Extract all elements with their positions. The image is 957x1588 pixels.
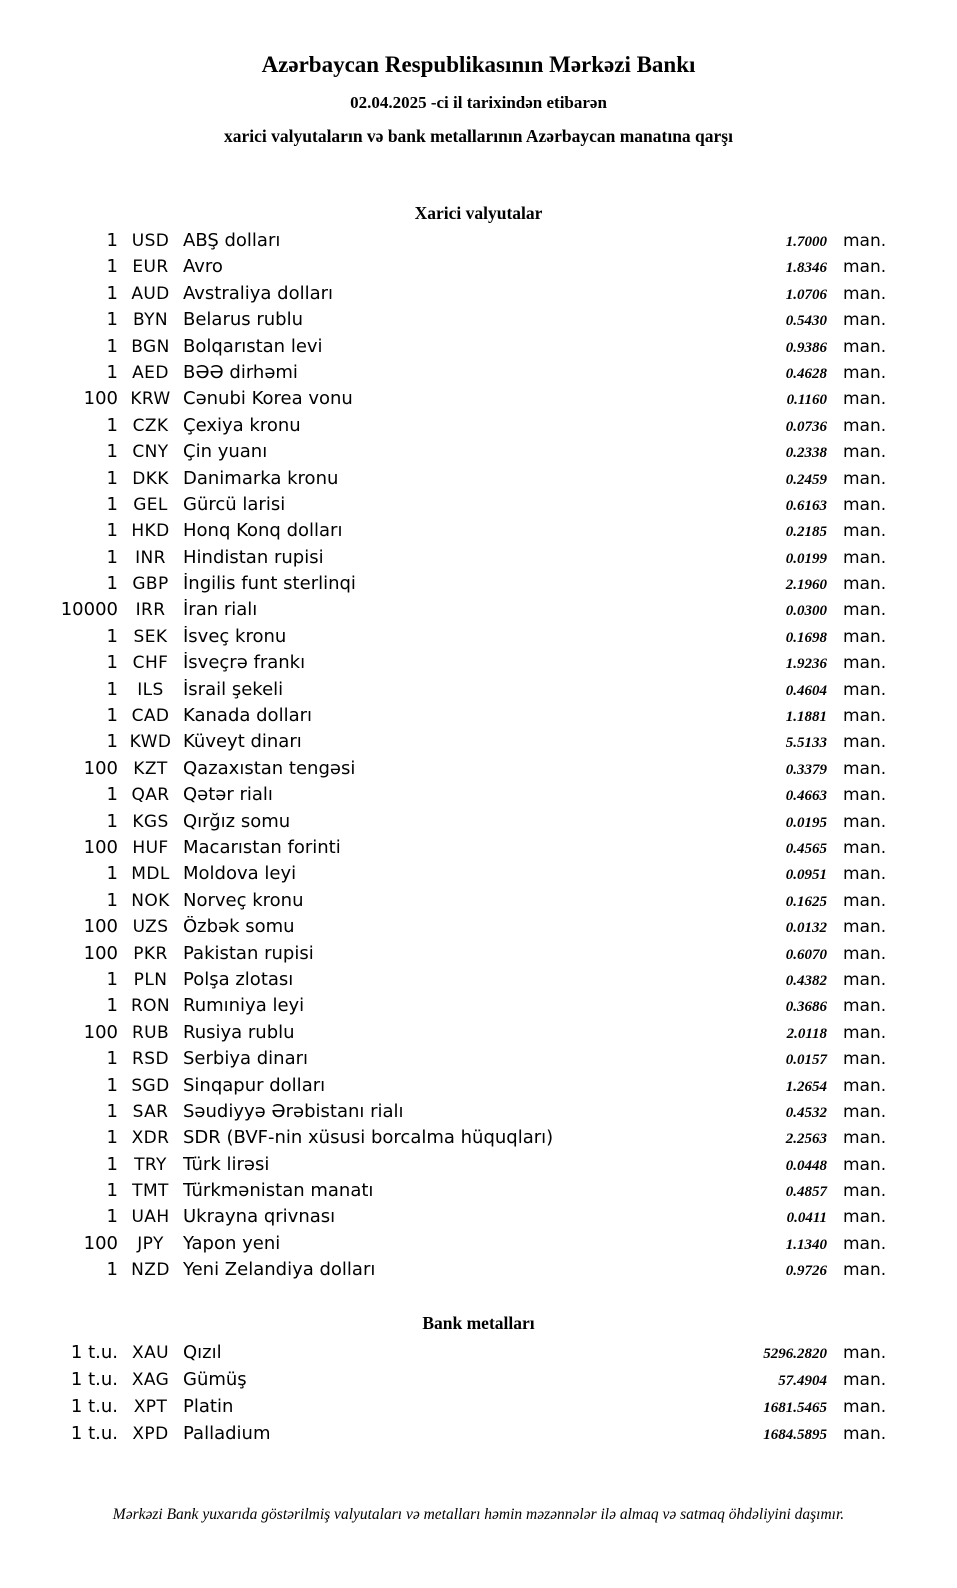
currency-code: PLN <box>133 969 168 990</box>
currency-code: INR <box>135 547 166 568</box>
rate-row <box>0 362 890 388</box>
rate-value: 0.1625 <box>785 893 827 910</box>
rate-row <box>0 1127 890 1153</box>
rate-unit: man. <box>843 283 887 304</box>
currencies-section-title: Xarici valyutalar <box>414 203 543 223</box>
currency-name: Bolqarıstan levi <box>183 335 323 357</box>
rate-value: 0.2185 <box>785 524 827 541</box>
rate-row <box>0 468 890 494</box>
currency-name: ABŞ dolları <box>183 230 281 251</box>
rate-row <box>0 1154 890 1180</box>
rate-value: 0.3686 <box>785 999 827 1016</box>
rate-row <box>0 1396 890 1423</box>
currency-name: Yapon yeni <box>183 1232 281 1254</box>
rate-unit: man. <box>843 521 887 542</box>
rate-row <box>0 837 890 863</box>
row-quantity: 1 <box>106 256 118 278</box>
rate-row <box>0 1233 890 1259</box>
rate-row <box>0 1101 890 1127</box>
currency-name: Çexiya kronu <box>183 414 301 436</box>
rate-value: 0.0157 <box>785 1052 827 1069</box>
row-quantity: 1 t.u. <box>70 1422 118 1444</box>
rate-unit: man. <box>843 626 887 647</box>
row-quantity: 1 <box>106 520 118 542</box>
currency-name: Rusiya rublu <box>183 1021 295 1043</box>
rate-unit: man. <box>843 890 887 911</box>
currency-code: JPY <box>137 1233 164 1254</box>
effective-date-line: 02.04.2025 -ci il tarixindən etibarən <box>350 93 607 112</box>
row-quantity: 1 <box>106 1127 118 1149</box>
rate-row <box>0 969 890 995</box>
rate-unit: man. <box>843 362 887 383</box>
currency-code: ILS <box>137 679 164 700</box>
rate-unit: man. <box>843 257 887 278</box>
rate-unit: man. <box>843 653 887 674</box>
currency-name: Gürcü larisi <box>183 493 286 515</box>
row-quantity: 10000 <box>60 599 118 621</box>
currency-code: KZT <box>133 758 168 779</box>
rate-value: 0.4628 <box>785 365 827 382</box>
currency-code: XAU <box>132 1342 169 1363</box>
currency-code: SAR <box>132 1101 169 1122</box>
rate-value: 0.0951 <box>785 867 827 884</box>
currency-name: Polşa zlotası <box>183 968 294 990</box>
rate-value: 0.2338 <box>785 445 827 462</box>
rate-unit: man. <box>843 706 887 727</box>
currency-name: Pakistan rupisi <box>183 942 314 964</box>
currency-name: Kanada dolları <box>183 705 313 727</box>
currency-name: Honq Konq dolları <box>183 520 343 542</box>
row-quantity: 1 <box>106 995 118 1017</box>
rate-unit: man. <box>843 1342 887 1363</box>
currency-name: Türk lirəsi <box>183 1153 270 1175</box>
currency-code: TRY <box>134 1154 167 1175</box>
currency-code: KGS <box>132 811 169 832</box>
currency-code: CZK <box>132 415 169 436</box>
row-quantity: 1 <box>106 1048 118 1070</box>
rate-row <box>0 573 890 599</box>
row-quantity: 1 <box>106 441 118 463</box>
rate-unit: man. <box>843 785 887 806</box>
row-quantity: 100 <box>83 916 118 938</box>
row-quantity: 1 <box>106 493 118 515</box>
row-quantity: 1 <box>106 731 118 753</box>
currency-code: NOK <box>131 890 170 911</box>
currency-code: TMT <box>132 1181 169 1202</box>
rate-unit: man. <box>843 600 887 621</box>
rate-unit: man. <box>843 415 887 436</box>
rate-row <box>0 916 890 942</box>
rate-value: 2.2563 <box>785 1131 827 1148</box>
rate-row <box>0 1048 890 1074</box>
rate-row <box>0 441 890 467</box>
row-quantity: 1 <box>106 784 118 806</box>
rate-value: 0.4532 <box>785 1104 827 1121</box>
currency-name: SDR (BVF-nin xüsusi borcalma hüquqları) <box>183 1127 554 1149</box>
row-quantity: 1 <box>106 625 118 647</box>
rate-value: 0.6163 <box>785 497 827 514</box>
rate-row <box>0 1369 890 1396</box>
currency-code: SGD <box>131 1075 170 1096</box>
rate-row <box>0 1022 890 1048</box>
currency-name: Avro <box>183 256 223 278</box>
currency-code: RUB <box>131 1022 170 1043</box>
rate-unit: man. <box>843 679 887 700</box>
rate-row <box>0 943 890 969</box>
currency-code: USD <box>131 231 170 251</box>
currency-code: NZD <box>131 1260 170 1281</box>
rate-unit: man. <box>843 1101 887 1122</box>
rate-row <box>0 283 890 309</box>
rate-row <box>0 758 890 784</box>
currency-name: Serbiya dinarı <box>183 1048 308 1070</box>
currency-code: CHF <box>132 653 169 674</box>
metal-rates-table <box>0 1342 890 1450</box>
rate-row <box>0 811 890 837</box>
row-quantity: 1 <box>106 863 118 885</box>
rate-value: 0.1698 <box>785 629 827 646</box>
rate-row <box>0 626 890 652</box>
currency-code: RSD <box>132 1049 169 1070</box>
currency-code: AUD <box>131 283 170 304</box>
rate-value: 0.2459 <box>785 471 827 488</box>
rate-row <box>0 995 890 1021</box>
currency-name: Hindistan rupisi <box>183 546 324 568</box>
row-quantity: 100 <box>83 757 118 779</box>
rate-value: 0.6070 <box>785 946 827 963</box>
row-quantity: 1 t.u. <box>70 1341 118 1363</box>
rate-value: 0.0300 <box>785 603 827 620</box>
currency-code: KRW <box>130 389 171 410</box>
currency-name: İsrail şekeli <box>183 678 284 700</box>
rate-value: 0.9726 <box>785 1263 827 1280</box>
rate-unit: man. <box>843 917 887 938</box>
currency-code: XAG <box>131 1369 170 1390</box>
currency-name: Səudiyyə Ərəbistanı rialı <box>183 1100 404 1122</box>
currency-name: Platin <box>183 1395 234 1417</box>
rate-unit: man. <box>843 1075 887 1096</box>
currency-name: Cənubi Korea vonu <box>183 388 353 410</box>
currency-name: Macarıstan forinti <box>183 836 341 858</box>
row-quantity: 1 <box>106 889 118 911</box>
currency-name: İsveçrə frankı <box>183 652 306 674</box>
row-quantity: 1 <box>106 335 118 357</box>
rate-value: 0.4857 <box>785 1184 827 1201</box>
row-quantity: 1 <box>106 282 118 304</box>
currency-name: İran rialı <box>183 599 258 621</box>
rate-value: 2.0118 <box>786 1025 827 1042</box>
row-quantity: 1 <box>106 1259 118 1281</box>
rate-row <box>0 336 890 362</box>
currency-name: Gümüş <box>183 1368 247 1390</box>
rate-row <box>0 1423 890 1450</box>
rate-row <box>0 679 890 705</box>
currency-name: Avstraliya dolları <box>183 282 334 304</box>
rate-row <box>0 890 890 916</box>
currency-code: UAH <box>131 1207 170 1228</box>
rate-unit: man. <box>843 943 887 964</box>
metals-section-title: Bank metalları <box>422 1312 535 1333</box>
currency-code: XPT <box>133 1396 168 1417</box>
rate-value: 1.1881 <box>785 709 827 726</box>
row-quantity: 1 <box>106 546 118 568</box>
currency-name: Moldova leyi <box>183 863 297 885</box>
currency-name: Sinqapur dolları <box>183 1074 326 1096</box>
currency-name: Qızıl <box>183 1341 222 1363</box>
rate-unit: man. <box>843 1022 887 1043</box>
rate-unit: man. <box>843 574 887 595</box>
rate-unit: man. <box>843 996 887 1017</box>
page-title: Azərbaycan Respublikasının Mərkəzi Bankı <box>261 52 696 77</box>
rate-value: 0.3379 <box>785 761 827 778</box>
currency-code: BGN <box>131 336 170 357</box>
rate-value: 0.0199 <box>785 550 827 567</box>
rate-row <box>0 1342 890 1369</box>
rate-row <box>0 705 890 731</box>
rate-unit: man. <box>843 1181 887 1202</box>
row-quantity: 1 <box>106 1074 118 1096</box>
row-quantity: 1 <box>106 1153 118 1175</box>
currency-code: CAD <box>131 706 170 727</box>
rate-value: 0.9386 <box>785 339 827 356</box>
rate-row <box>0 547 890 573</box>
rate-row <box>0 731 890 757</box>
row-quantity: 1 <box>106 230 118 251</box>
rate-row <box>0 1075 890 1101</box>
rate-value: 0.4604 <box>785 682 827 699</box>
rate-unit: man. <box>843 310 887 331</box>
currency-code: IRR <box>135 600 166 621</box>
rate-value: 0.4382 <box>785 972 827 989</box>
rate-unit: man. <box>843 389 887 410</box>
row-quantity: 1 <box>106 467 118 489</box>
rate-row <box>0 784 890 810</box>
currency-code: HUF <box>132 837 169 858</box>
rate-unit: man. <box>843 1154 887 1175</box>
rate-unit: man. <box>843 969 887 990</box>
rate-value: 0.0132 <box>785 920 827 937</box>
rate-row <box>0 388 890 414</box>
currency-name: İngilis funt sterlinqi <box>183 573 356 595</box>
currency-code: DKK <box>132 468 169 489</box>
row-quantity: 1 t.u. <box>70 1368 118 1390</box>
document-subtitle: xarici valyutaların və bank metallarının Azərbaycan manatına qarşı <box>224 126 733 146</box>
rate-value: 1.2654 <box>785 1078 827 1095</box>
rate-value: 0.0736 <box>785 418 827 435</box>
rate-value: 5296.2820 <box>763 1345 827 1362</box>
row-quantity: 1 <box>106 1100 118 1122</box>
currency-name: Danimarka kronu <box>183 467 339 489</box>
currency-name: Rumıniya leyi <box>183 995 305 1017</box>
currency-name: Palladium <box>183 1422 271 1444</box>
rate-unit: man. <box>843 547 887 568</box>
rate-unit: man. <box>843 758 887 779</box>
row-quantity: 1 <box>106 968 118 990</box>
rate-unit: man. <box>843 231 887 251</box>
rate-row <box>0 415 890 441</box>
rate-value: 0.1160 <box>786 392 827 409</box>
currency-name: Yeni Zelandiya dolları <box>183 1259 376 1281</box>
rate-value: 1.9236 <box>785 656 827 673</box>
currency-code: RON <box>130 996 171 1017</box>
row-quantity: 100 <box>83 942 118 964</box>
row-quantity: 1 t.u. <box>70 1395 118 1417</box>
rate-row <box>0 1259 890 1285</box>
rate-unit: man. <box>843 732 887 753</box>
row-quantity: 1 <box>106 652 118 674</box>
row-quantity: 1 <box>106 414 118 436</box>
rate-value: 1684.5895 <box>763 1426 827 1443</box>
rate-row <box>0 494 890 520</box>
rate-unit: man. <box>843 336 887 357</box>
rate-unit: man. <box>843 1260 887 1281</box>
rate-value: 1.1340 <box>785 1236 827 1253</box>
row-quantity: 1 <box>106 1206 118 1228</box>
row-quantity: 1 <box>106 705 118 727</box>
row-quantity: 1 <box>106 573 118 595</box>
currency-code: KWD <box>129 732 172 753</box>
row-quantity: 100 <box>83 1232 118 1254</box>
currency-code: XPD <box>132 1423 169 1444</box>
rate-unit: man. <box>843 1369 887 1390</box>
rate-unit: man. <box>843 468 887 489</box>
rate-value: 57.4904 <box>778 1372 827 1389</box>
currency-name: Türkmənistan manatı <box>183 1180 374 1202</box>
currency-name: Qırğız somu <box>183 810 291 832</box>
rate-value: 1.7000 <box>785 234 827 250</box>
rate-row <box>0 652 890 678</box>
rate-row <box>0 230 890 256</box>
rate-value: 1.0706 <box>785 286 827 303</box>
rate-unit: man. <box>843 442 887 463</box>
currency-code: EUR <box>132 257 169 278</box>
row-quantity: 100 <box>83 388 118 410</box>
currency-code: HKD <box>131 521 170 542</box>
rate-unit: man. <box>843 1233 887 1254</box>
currency-name: Qətər rialı <box>183 784 273 806</box>
currency-name: Norveç kronu <box>183 889 304 911</box>
rate-unit: man. <box>843 1128 887 1149</box>
rate-value: 2.1960 <box>785 577 827 594</box>
currency-code: MDL <box>131 864 170 885</box>
currency-code: UZS <box>132 917 169 938</box>
row-quantity: 1 <box>106 309 118 331</box>
currency-code: GEL <box>133 494 168 515</box>
rate-unit: man. <box>843 811 887 832</box>
currency-name: Küveyt dinarı <box>183 731 302 753</box>
rate-value: 0.0448 <box>785 1157 827 1174</box>
currency-code: SEK <box>133 626 168 647</box>
rate-value: 0.4565 <box>785 840 827 857</box>
rate-unit: man. <box>843 837 887 858</box>
rate-unit: man. <box>843 1207 887 1228</box>
currency-name: Özbək somu <box>183 916 295 938</box>
currency-rates-table <box>0 230 890 1286</box>
row-quantity: 1 <box>106 810 118 832</box>
rate-row <box>0 309 890 335</box>
row-quantity: 1 <box>106 361 118 383</box>
rate-unit: man. <box>843 1049 887 1070</box>
currency-code: PKR <box>133 943 168 964</box>
rate-value: 1.8346 <box>785 260 827 277</box>
rate-row <box>0 256 890 282</box>
rate-row <box>0 863 890 889</box>
rate-unit: man. <box>843 1423 887 1444</box>
currency-code: BYN <box>132 310 169 331</box>
row-quantity: 1 <box>106 678 118 700</box>
rate-unit: man. <box>843 864 887 885</box>
rate-value: 5.5133 <box>785 735 827 752</box>
rate-row <box>0 1206 890 1232</box>
currency-code: AED <box>132 362 169 383</box>
rate-value: 1681.5465 <box>763 1399 827 1416</box>
rate-row <box>0 520 890 546</box>
currency-code: CNY <box>132 442 169 463</box>
rate-unit: man. <box>843 494 887 515</box>
currency-name: İsveç kronu <box>183 625 287 647</box>
rate-row <box>0 599 890 625</box>
rate-value: 0.4663 <box>785 788 827 805</box>
currency-name: Qazaxıstan tengəsi <box>183 757 356 779</box>
currency-code: XDR <box>131 1128 170 1149</box>
currency-code: GBP <box>132 574 169 595</box>
row-quantity: 1 <box>106 1180 118 1202</box>
row-quantity: 100 <box>83 1021 118 1043</box>
row-quantity: 100 <box>83 836 118 858</box>
disclaimer-text: Mərkəzi Bank yuxarıda göstərilmiş valyutaları və metalları həmin məzənnələr ilə almaq və satmaq öhdəliyini daşımır. <box>112 1505 845 1523</box>
currency-name: Belarus rublu <box>183 309 304 331</box>
currency-code: QAR <box>131 785 170 806</box>
rate-row <box>0 1180 890 1206</box>
rate-value: 0.0195 <box>785 814 827 831</box>
currency-name: Ukrayna qrivnası <box>183 1206 336 1228</box>
rate-value: 0.0411 <box>786 1210 827 1227</box>
currency-name: Çin yuanı <box>183 441 268 463</box>
rate-value: 0.5430 <box>785 313 827 330</box>
currency-name: BƏƏ dirhəmi <box>183 361 298 383</box>
rate-unit: man. <box>843 1396 887 1417</box>
